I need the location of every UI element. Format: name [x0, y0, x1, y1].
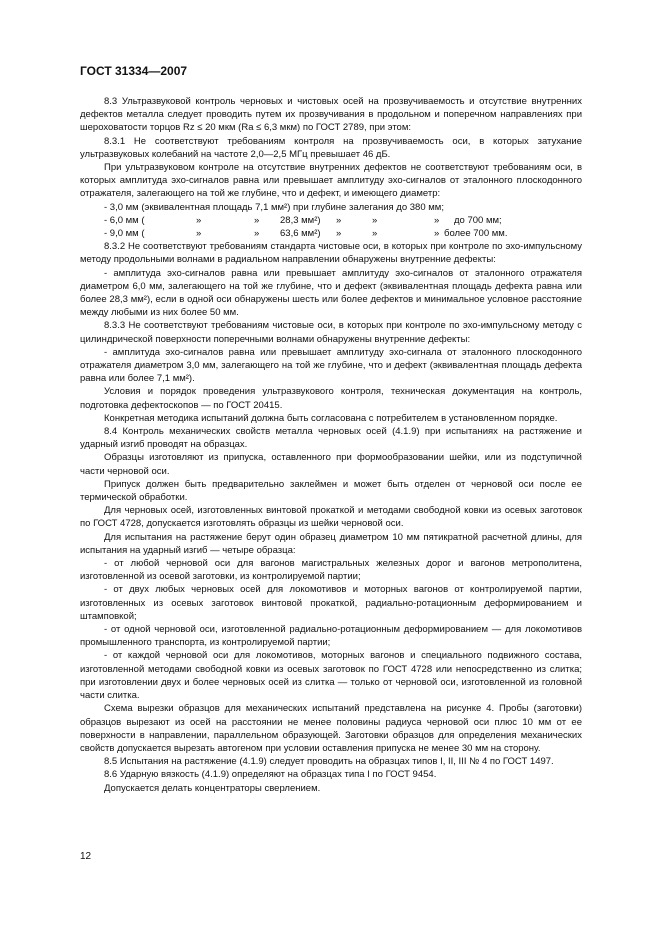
- page-number: 12: [80, 851, 92, 862]
- paragraph-8-3-3: 8.3.3 Не соответствуют требованиям чистовые оси, в которых при контроле по эхо-импульсному методу с цилиндрической поверхности поперечными волнами обнаружены внутренние дефекты:: [80, 320, 582, 345]
- diameter-row: - 9,0 мм ( » » 63,6 мм²) » » » более 700 мм.: [104, 228, 508, 239]
- document-header: ГОСТ 31334—2007: [80, 64, 188, 78]
- paragraph-8-4: 8.4 Контроль механических свойств металла черновых осей (4.1.9) при испытаниях на растяжение и ударный изгиб проводят на образцах.: [80, 426, 582, 451]
- paragraph: Припуск должен быть предварительно заклеймен и может быть отделен от черновой оси после ее термической обработки.: [80, 478, 582, 504]
- paragraph-8-3-1: 8.3.1 Не соответствуют требованиям контроля на прозвучиваемость оси, в которых затухание ультразвуковых колебаний на частоте 2,0—2,5 МГц превышает 46 дБ.: [80, 135, 582, 160]
- paragraph-8-3: 8.3 Ультразвуковой контроль черновых и чистовых осей на прозвучиваемость и отсутствие внутренних дефектов металла следует проводить путем их прозвучивания в продольном и поперечном направлениях при шероховатости торцов Rz ≤ 20 мкм (Ra ≤ 6,3 мкм) по ГОСТ 2789, при этом:: [80, 96, 582, 134]
- paragraph-ultrasonic-defects: При ультразвуковом контроле на отсутствие внутренних дефектов не соответствуют требованиям оси, в которых амплитуда эхо-сигналов равна или превышает амплитуду эхо-сигналов от эталонного плоскодонного отражателя, залегающего на той же глубине, что и дефект, и имеющего диаметр:: [80, 162, 582, 200]
- paragraph-8-6: 8.6 Ударную вязкость (4.1.9) определяют на образцах типа I по ГОСТ 9454.: [104, 769, 437, 781]
- paragraph-8-5: 8.5 Испытания на растяжение (4.1.9) следует проводить на образцах типов I, II, III № 4 по ГОСТ 1497.: [104, 756, 554, 768]
- paragraph: Для испытания на растяжение берут один образец диаметром 10 мм пятикратной расчетной длины, для испытания на ударный изгиб — четыре образца:: [80, 531, 582, 556]
- paragraph: Допускается делать концентраторы сверлением.: [104, 782, 321, 794]
- diameter-row: - 3,0 мм (эквивалентная площадь 7,1 мм²) при глубине залегания до 380 мм;: [104, 201, 444, 213]
- paragraph: Конкретная методика испытаний должна быть согласована с потребителем в установленном порядке.: [104, 412, 558, 424]
- paragraph: Условия и порядок проведения ультразвукового контроля, техническая документация на контроль, подготовка дефектоскопов — по ГОСТ 20415.: [80, 386, 582, 411]
- list-item: - от двух любых черновых осей для локомотивов и моторных вагонов от контролируемой партии, изготовленных из осевых заготовок винтовой прокаткой, радиально-ротационным деформированием и штамповкой;: [80, 584, 582, 622]
- paragraph-8-3-2: 8.3.2 Не соответствуют требованиям стандарта чистовые оси, в которых при контроле по эхо-импульсному методу продольными волнами в радиальном направлении обнаружены внутренние дефекты:: [80, 241, 582, 266]
- diameter-row: - 6,0 мм ( » » 28,3 мм²) » » » до 700 мм;: [104, 214, 502, 226]
- paragraph: Для черновых осей, изготовленных винтовой прокаткой и методами свободной ковки из осевых заготовок по ГОСТ 4728, допускается изготовлять образцы из шейки черновой оси.: [80, 505, 582, 530]
- list-item: - от каждой черновой оси для локомотивов, моторных вагонов и специального подвижного состава, изготовленной методами свободной ковки из осевых заготовок по ГОСТ 4728 или непосредственно из слитка; при изготовлении двух и более черновых осей из слитка — только от черновой оси, изготовленной из головной части слитка.: [80, 650, 582, 702]
- paragraph: Схема вырезки образцов для механических испытаний представлена на рисунке 4. Пробы (заготовки) образцов вырезают из осей на расстоянии не менее половины радиуса черновой оси плюс 10 мм от ее поверхности в направлении, параллельном образующей. Заготовки образцов для определения механических свойств допускается вырезать автогеном при условии оставления припуска не менее 30 мм на сторону.: [80, 703, 582, 754]
- document-body: [80, 95, 582, 795]
- paragraph: Образцы изготовляют из припуска, оставленного при формообразовании шейки, или из подступичной части черновой оси.: [80, 452, 582, 477]
- list-item: - от одной черновой оси, изготовленной радиально-ротационным деформированием — для локомотивов промышленного транспорта, из контролируемой партии;: [80, 624, 582, 649]
- list-item: - амплитуда эхо-сигналов равна или превышает амплитуду эхо-сигнала от эталонного плоскодонного отражателя диаметром 3,0 мм, залегающего на той же глубине, что и дефект (эквивалентная площадь дефекта равна или более 7,1 мм²).: [80, 346, 582, 385]
- list-item: - от любой черновой оси для вагонов магистральных железных дорог и вагонов метрополитена, изготовленной из осевой заготовки, из контролируемой партии;: [80, 558, 582, 583]
- list-item: - амплитуда эхо-сигналов равна или превышает амплитуду эхо-сигналов от эталонного отражателя диаметром 6,0 мм, залегающего на той же глубине, что и дефект (эквивалентная площадь дефекта равна или более 28,3 мм²), если в одной оси обнаружены шесть или более дефектов и минимальное условное расстояние между любыми из них более 50 мм.: [80, 267, 582, 319]
